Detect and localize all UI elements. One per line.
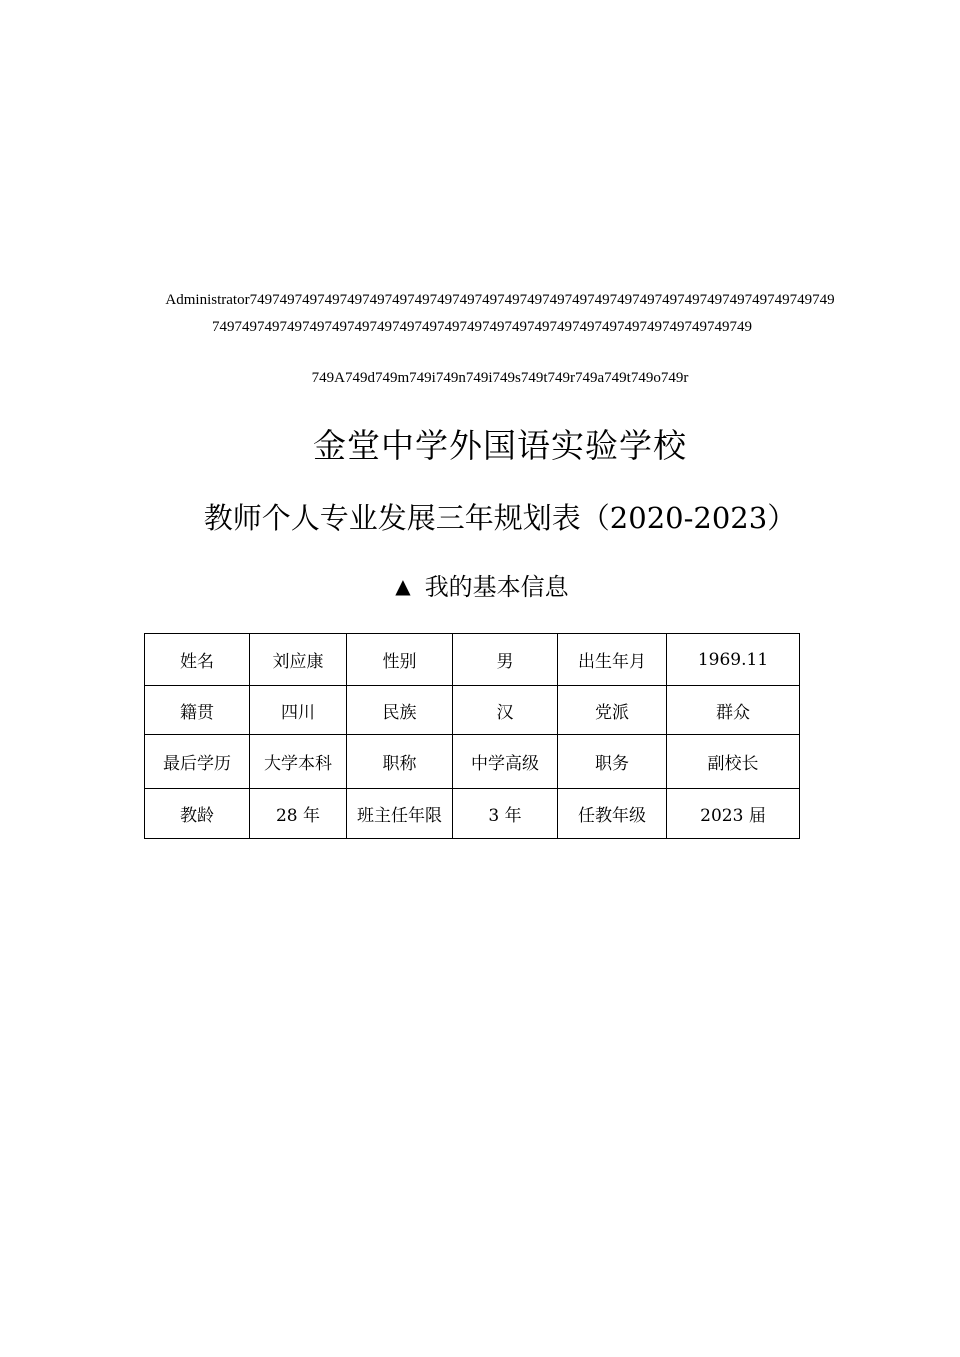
field-label: 职务 [558, 735, 667, 789]
field-label: 任教年级 [558, 789, 667, 839]
document-title: 教师个人专业发展三年规划表（2020-2023） [203, 501, 797, 535]
field-value: 副校长 [667, 735, 800, 789]
watermark-line-3: 749A749d749m749i749n749i749s749t749r749a749t749o749r [311, 370, 689, 386]
field-label: 民族 [347, 686, 453, 735]
field-value: 2023 届 [667, 789, 800, 839]
section-heading-text: 我的基本信息 [424, 573, 569, 601]
field-value: 刘应康 [250, 634, 347, 686]
field-label: 最后学历 [145, 735, 250, 789]
field-value: 3 年 [453, 789, 558, 839]
table-row [145, 634, 800, 686]
field-value: 中学高级 [453, 735, 558, 789]
triangle-marker-icon: ▲ [395, 574, 411, 598]
table-row [145, 735, 800, 789]
field-value: 28 年 [250, 789, 347, 839]
field-value: 1969.11 [667, 634, 800, 686]
field-label: 党派 [558, 686, 667, 735]
section-heading-basic-info [2, 567, 960, 602]
basic-info-table [144, 633, 800, 839]
field-value: 群众 [667, 686, 800, 735]
field-value: 汉 [453, 686, 558, 735]
field-value: 男 [453, 634, 558, 686]
school-name-title: 金堂中学外国语实验学校 [313, 426, 687, 465]
table-row [145, 789, 800, 839]
field-label: 籍贯 [145, 686, 250, 735]
watermark-line-1: Administrator749749749749749749749749749749749749749749749749749749749749749749749749749749 [165, 292, 835, 308]
field-label: 班主任年限 [347, 789, 453, 839]
field-label: 出生年月 [558, 634, 667, 686]
field-label: 教龄 [145, 789, 250, 839]
field-value: 四川 [250, 686, 347, 735]
field-label: 职称 [347, 735, 453, 789]
table-row [145, 686, 800, 735]
field-label: 姓名 [145, 634, 250, 686]
field-value: 大学本科 [250, 735, 347, 789]
watermark-line-2: 749749749749749749749749749749749749749749749749749749749749749749749749 [212, 319, 752, 335]
field-label: 性别 [347, 634, 453, 686]
